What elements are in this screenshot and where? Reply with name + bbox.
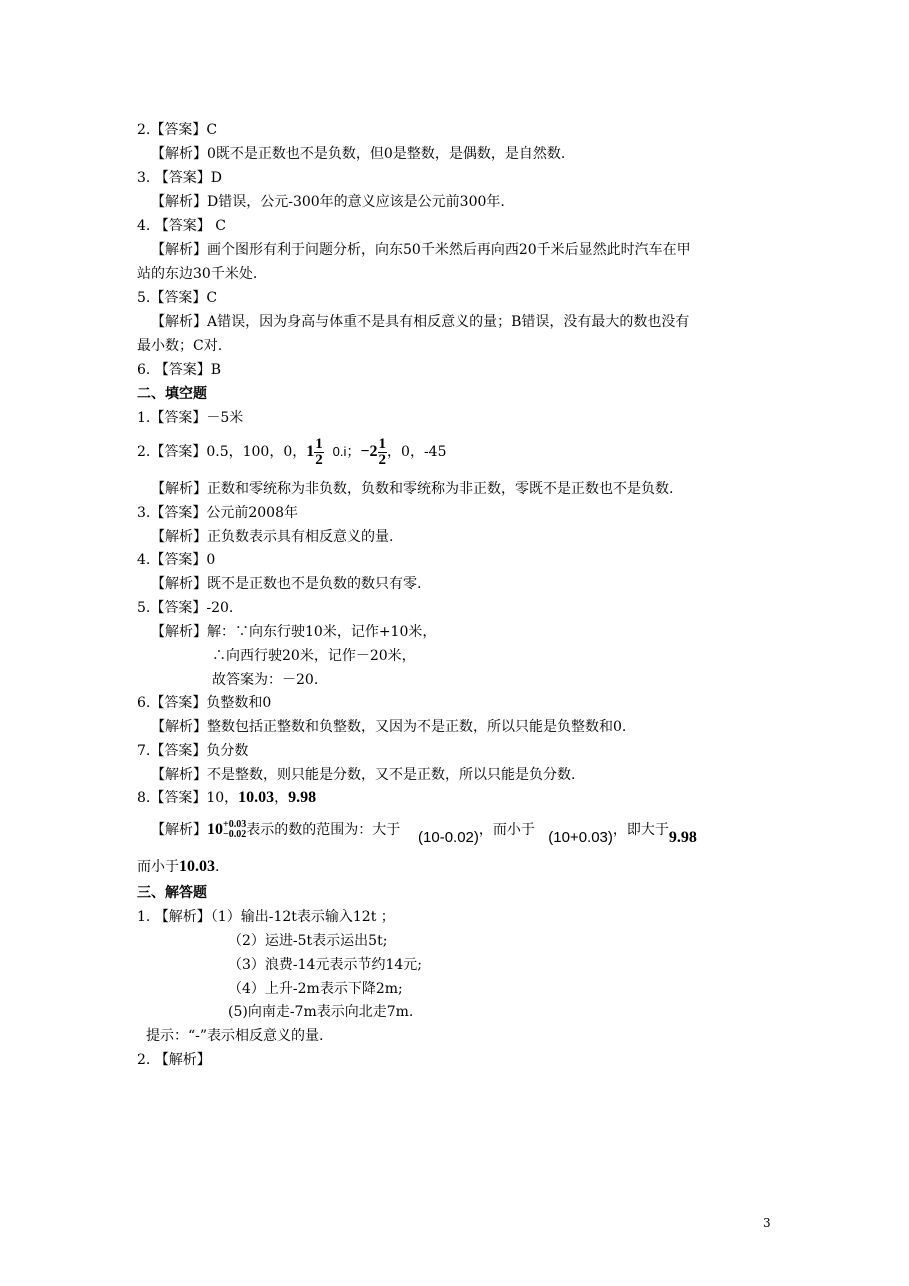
answer-5-line: 5.【答案】C — [137, 290, 218, 306]
range-text-2: ，而小于 — [478, 822, 535, 838]
section-heading-solutions: 三、解答题 — [137, 885, 207, 901]
fill-explanation-5: 【解析】解：∵向东行驶10米，记作+10米， — [151, 624, 437, 640]
fill-answer-1: 1.【答案】－5米 — [137, 410, 244, 426]
fill-explanation-3: 【解析】正负数表示具有相反意义的量. — [151, 529, 394, 545]
mixed-number-whole: 1 — [306, 443, 315, 460]
answer-4-line: 4. 【答案】 C — [137, 218, 226, 234]
fill-answer-5: 5.【答案】-20. — [137, 600, 234, 616]
expression-lower: (10-0.02) — [418, 829, 479, 846]
period: . — [215, 859, 220, 875]
fill-explanation-5-step2: ∴向西行驶20米，记作－20米， — [212, 648, 416, 664]
tolerance-lower: −0.02 — [223, 829, 247, 840]
fill-explanation-2: 【解析】正数和零统称为非负数，负数和零统称为非正数，零既不是正数也不是负数. — [151, 481, 674, 497]
fill-answer-8-text: 8.【答案】10， — [137, 790, 239, 806]
value-9-98: 9.98 — [288, 789, 317, 806]
solution-1-item-3: （3）浪费-14元表示节约14元; — [228, 957, 422, 973]
page-number: 3 — [763, 1216, 771, 1230]
fraction-numerator: 1 — [378, 435, 387, 452]
value-10-03: 10.03 — [179, 858, 215, 875]
section-heading-fill-blank: 二、填空题 — [137, 386, 207, 402]
fraction-neg-one-half — [378, 437, 388, 468]
separator: ； — [346, 444, 361, 460]
fill-answer-2-text: 2.【答案】0.5，100，0， — [137, 444, 307, 460]
explanation-3-line: 【解析】D错误，公元-300年的意义应该是公元前300年. — [151, 194, 505, 210]
explanation-4-cont: 站的东边30千米处. — [137, 266, 258, 282]
answer-2-line: 2.【答案】C — [137, 122, 218, 138]
explanation-5-line: 【解析】A错误，因为身高与体重不是具有相反意义的量；B错误，没有最大的数也没有 — [151, 314, 690, 330]
fill-explanation-5-step3: 故答案为：－20. — [212, 672, 319, 688]
tolerance-super-sub — [223, 820, 246, 840]
separator: ， — [274, 790, 289, 806]
fill-explanation-8 — [151, 814, 697, 846]
solution-1-item-4: （4）上升-2m表示下降2m; — [228, 981, 403, 997]
range-text-4: 而小于 — [137, 859, 179, 875]
answer-3-line: 3. 【答案】D — [137, 170, 223, 186]
expression-upper: (10+0.03) — [548, 829, 613, 846]
fraction-denominator: 2 — [315, 451, 323, 468]
fill-answer-2 — [137, 430, 446, 474]
fill-answer-6: 6.【答案】负整数和0 — [137, 695, 272, 711]
range-text-1: 表示的数的范围为：大于 — [246, 822, 401, 838]
fill-answer-4: 4.【答案】0 — [137, 552, 216, 568]
fill-explanation-4: 【解析】既不是正数也不是负数的数只有零. — [151, 576, 422, 592]
solution-2-line: 2. 【解析】 — [137, 1052, 211, 1068]
tolerance-upper: +0.03 — [223, 819, 247, 830]
solution-1-item-2: （2）运进-5t表示运出5t; — [228, 933, 388, 949]
repeating-decimal: 0.i — [332, 444, 347, 459]
range-text-3: ，即大于 — [612, 822, 669, 838]
negative-mixed-whole: −2 — [360, 443, 378, 460]
fill-answer-7: 7.【答案】负分数 — [137, 743, 249, 759]
solution-1-item-5: (5)向南走-7m表示向北走7m. — [228, 1004, 414, 1020]
fill-explanation-8-cont — [137, 858, 219, 876]
fraction-numerator: 1 — [315, 435, 323, 452]
explanation-2-line: 【解析】0既不是正数也不是负数，但0是整数，是偶数，是自然数. — [151, 146, 566, 162]
explanation-4-line: 【解析】画个图形有利于问题分析，向东50千米然后再向西20千米后显然此时汽车在甲 — [151, 242, 691, 258]
base-number: 10 — [207, 821, 223, 838]
fill-explanation-6: 【解析】整数包括正整数和负整数，又因为不是正数，所以只能是负整数和0. — [151, 719, 627, 735]
answer-6-line: 6. 【答案】B — [137, 362, 222, 378]
explanation-label: 【解析】 — [151, 822, 207, 838]
fill-answer-2-tail: ，0，-45 — [387, 444, 447, 460]
fraction-one-half — [314, 437, 324, 468]
fill-answer-3: 3.【答案】公元前2008年 — [137, 505, 298, 521]
solution-hint: 提示：“-”表示相反意义的量. — [146, 1028, 324, 1044]
solution-1-line: 1. 【解析】（1）输出-12t表示输入12t ； — [137, 909, 395, 925]
fraction-denominator: 2 — [378, 451, 387, 468]
fill-answer-8 — [137, 789, 316, 807]
value-9-98: 9.98 — [668, 829, 697, 846]
fill-explanation-7: 【解析】不是整数，则只能是分数，又不是正数，所以只能是负分数. — [151, 767, 576, 783]
value-10-03: 10.03 — [238, 789, 275, 806]
explanation-5-cont: 最小数；C对. — [137, 338, 223, 354]
